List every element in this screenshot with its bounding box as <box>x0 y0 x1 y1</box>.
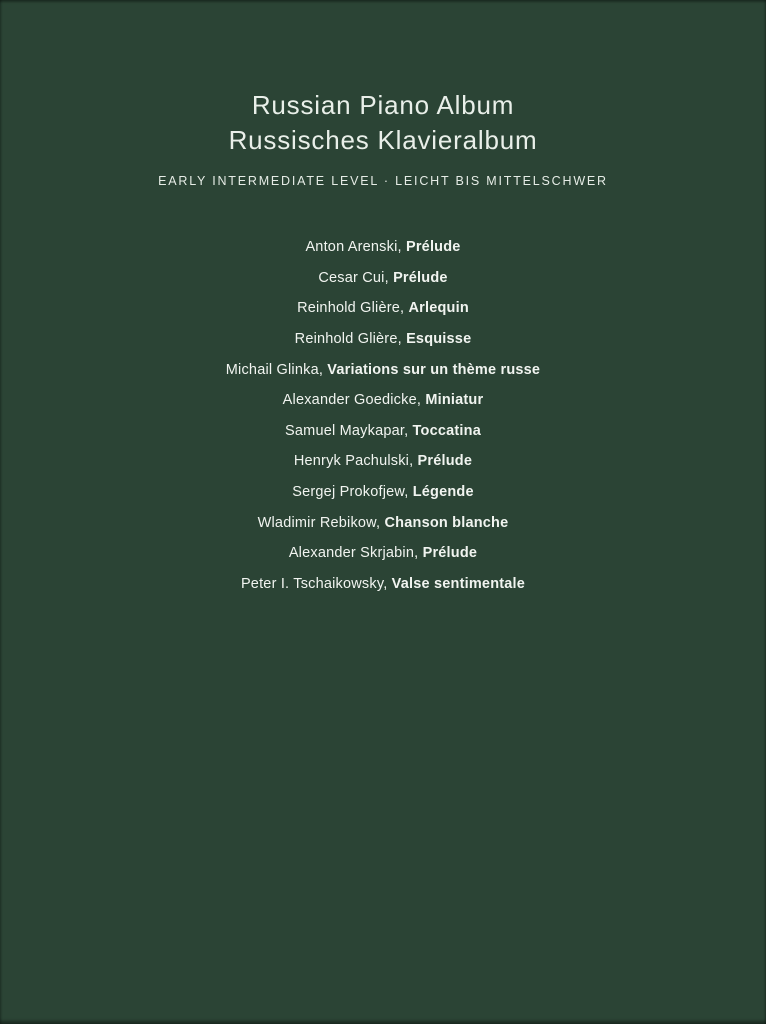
composer-name: Sergej Prokofjew, <box>292 484 413 501</box>
piece-title: Prélude <box>422 545 478 562</box>
list-item <box>0 569 766 600</box>
composer-name: Cesar Cui, <box>318 269 394 286</box>
list-item <box>0 416 766 447</box>
list-item <box>0 538 766 569</box>
composer-name: Peter I. Tschaikowsky, <box>240 575 392 592</box>
list-item <box>0 446 766 477</box>
list-item <box>0 293 766 324</box>
piece-title: Prélude <box>405 239 461 256</box>
composer-name: Henryk Pachulski, <box>293 453 418 470</box>
composer-name: Alexander Goedicke, <box>282 392 426 409</box>
piece-title: Toccatina <box>412 422 481 439</box>
title-english: Russian Piano Album <box>251 90 515 120</box>
page-title <box>0 88 766 158</box>
piece-title: Prélude <box>417 453 473 470</box>
list-item <box>0 263 766 294</box>
composer-name: Reinhold Glière, <box>294 331 407 348</box>
piece-title: Chanson blanche <box>384 514 509 531</box>
piece-list <box>0 232 766 599</box>
composer-name: Anton Arenski, <box>305 239 406 256</box>
list-item <box>0 385 766 416</box>
piece-title: Prélude <box>393 269 448 286</box>
piece-title: Légende <box>412 484 474 501</box>
composer-name: Reinhold Glière, <box>297 300 409 317</box>
piece-title: Arlequin <box>408 300 469 317</box>
level-subtitle: EARLY INTERMEDIATE LEVEL · LEICHT BIS MITTELSCHWER <box>158 174 608 188</box>
list-item <box>0 477 766 508</box>
piece-title: Esquisse <box>406 331 472 348</box>
piece-title: Miniatur <box>425 392 484 409</box>
composer-name: Samuel Maykapar, <box>285 422 413 439</box>
composer-name: Wladimir Rebikow, <box>257 514 385 531</box>
list-item <box>0 354 766 385</box>
piece-title: Variations sur un thème russe <box>327 361 541 378</box>
list-item <box>0 507 766 538</box>
composer-name: Alexander Skrjabin, <box>288 545 423 562</box>
list-item <box>0 324 766 355</box>
piece-title: Valse sentimentale <box>391 575 526 592</box>
title-german: Russisches Klavieralbum <box>228 125 538 155</box>
list-item <box>0 232 766 263</box>
composer-name: Michail Glinka, <box>225 361 328 378</box>
